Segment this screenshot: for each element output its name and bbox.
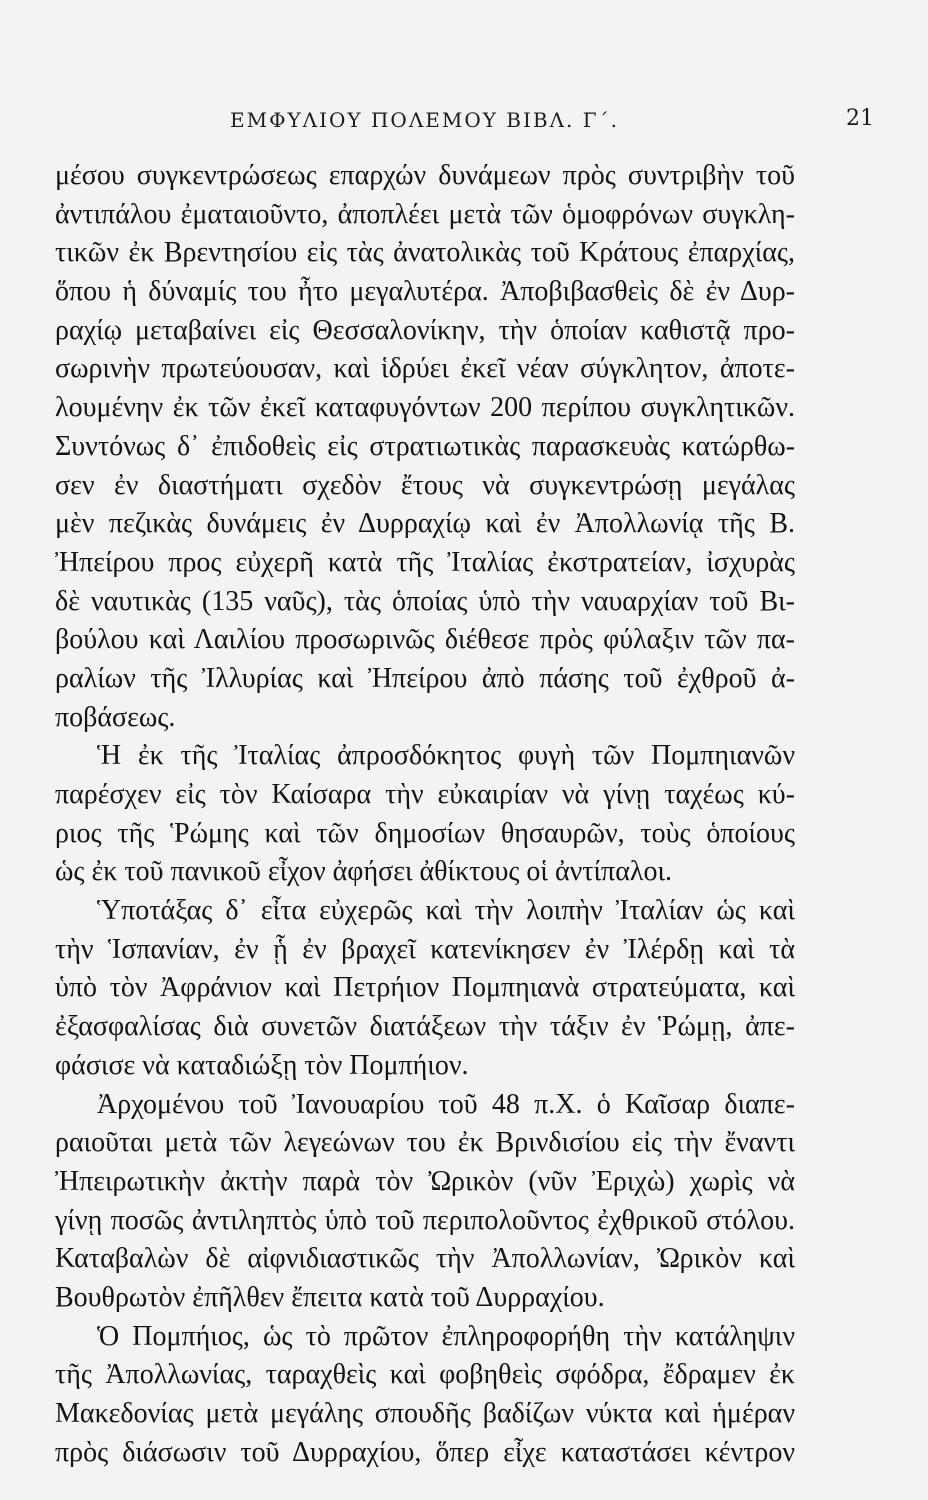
text-line: ὅπου ἡ δύναμίς του ἦτο μεγαλυτέρα. Ἀποβιβασθεὶς δὲ ἐν Δυρ- xyxy=(55,276,795,308)
text-line: σωρινὴν πρωτεύουσαν, καὶ ἱδρύει ἐκεῖ νέαν σύγκλητον, ἀποτε- xyxy=(55,353,795,385)
text-line: Ἠπείρου προς εὐχερῆ κατὰ τῆς Ἰταλίας ἐκστρατείαν, ἰσχυρὰς xyxy=(55,546,795,578)
text-line: ραλίων τῆς Ἰλλυρίας καὶ Ἠπείρου ἀπὸ πάσης τοῦ ἐχθροῦ ἀ- xyxy=(55,662,795,694)
text-line: βούλου καὶ Λαιλίου προσωρινῶς διέθεσε πρὸς φύλαξιν τῶν πα- xyxy=(55,624,795,656)
text-line: Ἡ ἐκ τῆς Ἰταλίας ἀπροσδόκητος φυγὴ τῶν Πομπηιανῶν xyxy=(97,740,795,772)
text-line: τὴν Ἱσπανίαν, ἐν ᾗ ἐν βραχεῖ κατενίκησεν ἐν Ἰλέρδῃ καὶ τὰ xyxy=(55,933,795,965)
running-title: ΕΜΦΥΛΙΟΥ ΠΟΛΕΜΟΥ ΒΙΒΛ. Γ΄. xyxy=(230,108,619,132)
text-line: σεν ἐν διαστήματι σχεδὸν ἔτους νὰ συγκεντρώσῃ μεγάλας xyxy=(55,469,795,501)
text-line: ραιοῦται μετὰ τῶν λεγεώνων του ἐκ Βρινδισίου εἰς τὴν ἔναντι xyxy=(55,1127,795,1159)
text-line: παρέσχεν εἰς τὸν Καίσαρα τὴν εὐκαιρίαν νὰ γίνῃ ταχέως κύ- xyxy=(55,779,795,810)
text-line: ριος τῆς Ῥώμης καὶ τῶν δημοσίων θησαυρῶν, τοὺς ὁποίους xyxy=(55,817,795,849)
text-line: Βουθρωτὸν ἐπῆλθεν ἔπειτα κατὰ τοῦ Δυρραχίου. xyxy=(55,1281,605,1313)
text-line: Ἀρχομένου τοῦ Ἰανουαρίου τοῦ 48 π.Χ. ὁ Καῖσαρ διαπε- xyxy=(97,1088,795,1120)
text-line: λουμένην ἐκ τῶν ἐκεῖ καταφυγόντων 200 περίπου συγκλητικῶν. xyxy=(55,392,795,424)
text-line: τικῶν ἐκ Βρεντησίου εἰς τὰς ἀνατολικὰς τοῦ Κράτους ἐπαρχίας, xyxy=(55,237,795,269)
text-line: πρὸς διάσωσιν τοῦ Δυρραχίου, ὅπερ εἶχε καταστάσει κέντρον xyxy=(55,1436,795,1468)
text-line: ἐξασφαλίσας διὰ συνετῶν διατάξεων τὴν τάξιν ἐν Ῥώμῃ, ἀπε- xyxy=(55,1011,795,1043)
text-line: Μακεδονίας μετὰ μεγάλης σπουδῆς βαδίζων νύκτα καὶ ἡμέραν xyxy=(55,1398,795,1429)
text-line: Καταβαλὼν δὲ αἰφνιδιαστικῶς τὴν Ἀπολλωνίαν, Ὠρικὸν καὶ xyxy=(55,1243,795,1275)
text-line: γίνῃ ποσῶς ἀντιληπτὸς ὑπὸ τοῦ περιπολοῦντος ἐχθρικοῦ στόλου. xyxy=(55,1204,795,1236)
text-line: Ἠπειρωτικὴν ἀκτὴν παρὰ τὸν Ὠρικὸν (νῦν Ἐριχὼ) χωρὶς νὰ xyxy=(55,1165,795,1197)
text-line: Συντόνως δ᾽ ἐπιδοθεὶς εἰς στρατιωτικὰς παρασκευὰς κατώρθω- xyxy=(55,430,795,462)
body-text xyxy=(55,157,795,1472)
text-line: ποβάσεως. xyxy=(55,701,176,733)
text-line: Ὑποτάξας δ᾽ εἶτα εὐχερῶς καὶ τὴν λοιπὴν Ἰταλίαν ὡς καὶ xyxy=(97,895,795,927)
text-line: ὡς ἐκ τοῦ πανικοῦ εἶχον ἀφήσει ἀθίκτους οἱ ἀντίπαλοι. xyxy=(55,856,672,888)
text-line: μέσου συγκεντρώσεως επαρχών δυνάμεων πρὸς συντριβὴν τοῦ xyxy=(55,160,795,191)
text-line: ραχίῳ μεταβαίνει εἰς Θεσσαλονίκην, τὴν ὁποίαν καθιστᾷ προ- xyxy=(55,314,795,346)
page-number: 21 xyxy=(846,106,874,131)
text-line: δὲ ναυτικὰς (135 ναῦς), τὰς ὁποίας ὑπὸ τὴν ναυαρχίαν τοῦ Βι- xyxy=(55,585,795,617)
text-line: ὑπὸ τὸν Ἀφράνιον καὶ Πετρήιον Πομπηιανὰ στρατεύματα, καὶ xyxy=(55,972,795,1004)
text-line: Ὁ Πομπήιος, ὡς τὸ πρῶτον ἐπληροφορήθη τὴν κατάληψιν xyxy=(97,1320,795,1352)
text-line: ἀντιπάλου ἐματαιοῦντο, ἀποπλέει μετὰ τῶν ὁμοφρόνων συγκλη- xyxy=(55,198,795,230)
text-line: μὲν πεζικὰς δυνάμεις ἐν Δυρραχίῳ καὶ ἐν Ἀπολλωνίᾳ τῆς Β. xyxy=(55,508,795,540)
text-line: τῆς Ἀπολλωνίας, ταραχθεὶς καὶ φοβηθεὶς σφόδρα, ἔδραμεν ἐκ xyxy=(55,1359,795,1391)
text-line: φάσισε νὰ καταδιώξῃ τὸν Πομπήιον. xyxy=(55,1049,469,1081)
